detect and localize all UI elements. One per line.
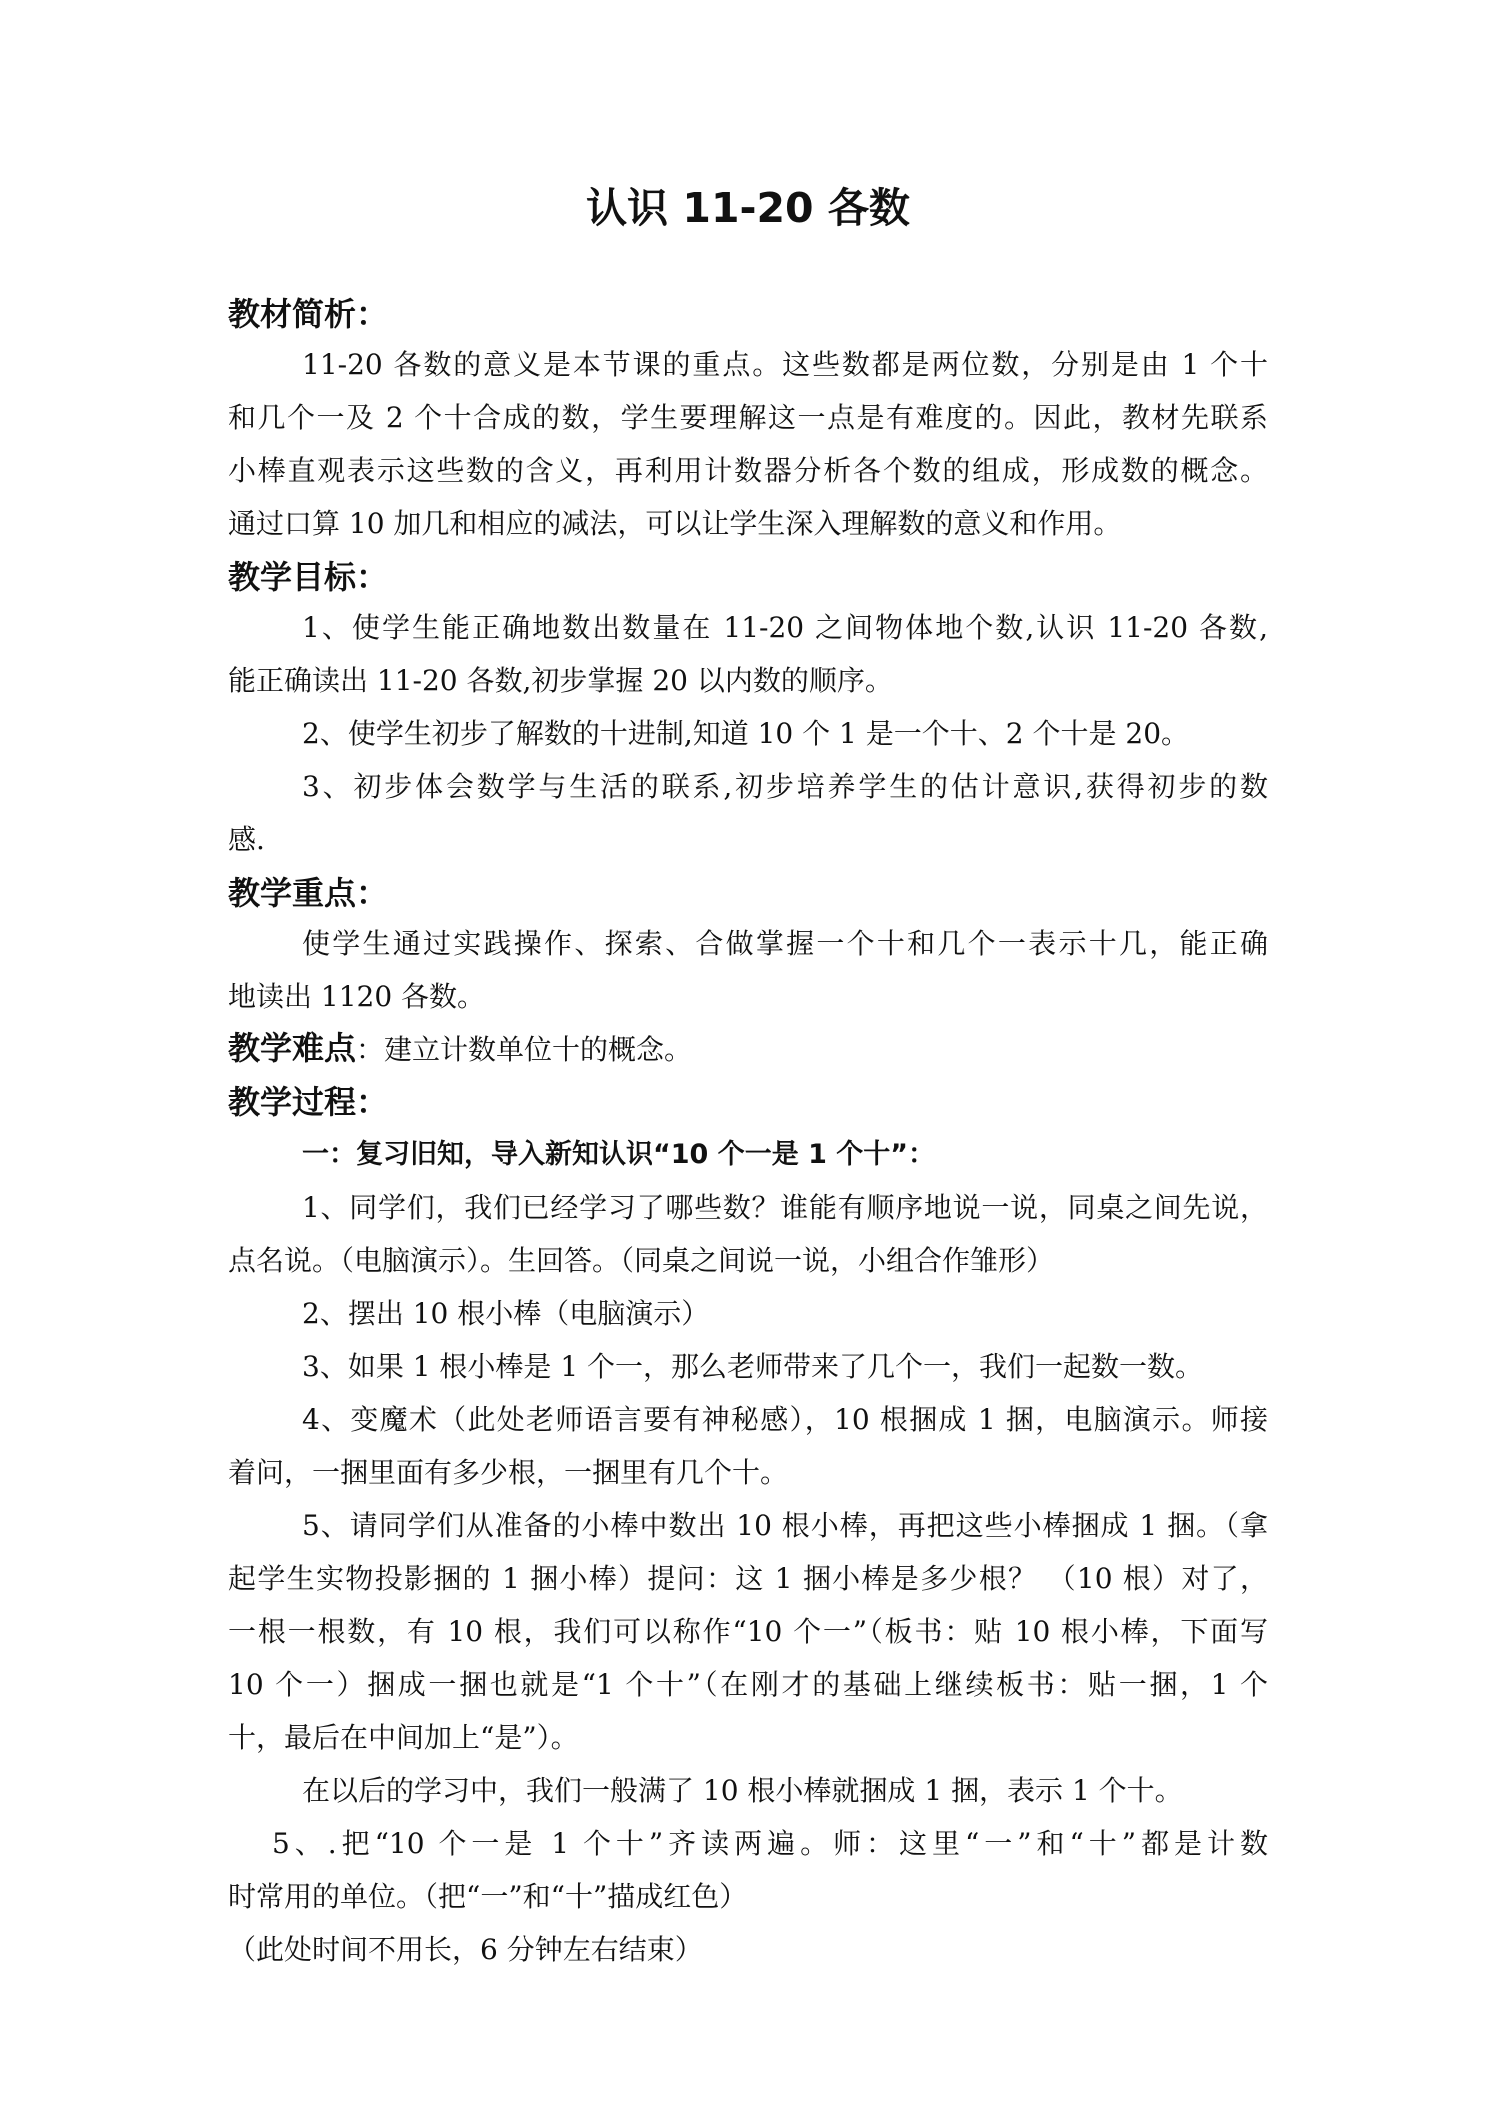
process-line-6: 着问，一捆里面有多少根，一捆里有几个十。 — [228, 1456, 789, 1489]
goals-line-5: 感. — [228, 823, 265, 856]
process-line-15: （此处时间不用长，6 分钟左右结束） — [228, 1933, 703, 1966]
process-line-4: 3、如果 1 根小棒是 1 个一，那么老师带来了几个一，我们一起数一数。 — [302, 1350, 1204, 1383]
process-line-2: 点名说。（电脑演示）。生回答。（同桌之间说一说，小组合作雏形） — [228, 1244, 1055, 1277]
heading-process: 教学过程： — [228, 1083, 389, 1121]
goals-line-1: 1、使学生能正确地数出数量在 11-20 之间物体地个数,认识 11-20 各数, — [302, 611, 1268, 644]
document-title: 认识 11-20 各数 — [586, 184, 910, 232]
difficulty-separator: ： — [356, 1033, 385, 1066]
process-line-5: 4、变魔术（此处老师语言要有神秘感），10 根捆成 1 捆，电脑演示。师接 — [302, 1403, 1268, 1436]
process-line-10: 10 个一）捆成一捆也就是“1 个十”（在刚才的基础上继续板书：贴一捆，1 个 — [228, 1668, 1268, 1701]
difficulty-row — [228, 1028, 1268, 1070]
goals-line-4: 3、初步体会数学与生活的联系,初步培养学生的估计意识,获得初步的数 — [302, 770, 1268, 803]
process-line-14: 时常用的单位。（把“一”和“十”描成红色） — [228, 1880, 748, 1913]
process-line-12: 在以后的学习中，我们一般满了 10 根小棒就捆成 1 捆，表示 1 个十。 — [302, 1774, 1183, 1807]
process-subheading: 一：复习旧知，导入新知认识“10 个一是 1 个十”： — [302, 1139, 936, 1170]
process-line-8: 起学生实物投影捆的 1 捆小棒）提问：这 1 捆小棒是多少根？ （10 根）对了， — [228, 1562, 1268, 1595]
materials-line-1: 11-20 各数的意义是本节课的重点。这些数都是两位数，分别是由 1 个十 — [302, 348, 1268, 381]
process-line-11: 十，最后在中间加上“是”）。 — [228, 1721, 579, 1754]
heading-materials: 教材简析： — [228, 295, 389, 333]
difficulty-text: 建立计数单位十的概念。 — [384, 1033, 693, 1066]
goals-line-3: 2、使学生初步了解数的十进制,知道 10 个 1 是一个十、2 个十是 20。 — [302, 717, 1190, 750]
materials-line-4: 通过口算 10 加几和相应的减法，可以让学生深入理解数的意义和作用。 — [228, 507, 1122, 540]
heading-key-points: 教学重点： — [228, 874, 389, 912]
materials-line-3: 小棒直观表示这些数的含义，再利用计数器分析各个数的组成，形成数的概念。 — [228, 454, 1268, 487]
process-line-13: 5、.把“10 个一是 1 个十”齐读两遍。师：这里“一”和“十”都是计数 — [272, 1827, 1268, 1860]
heading-goals: 教学目标： — [228, 558, 389, 596]
goals-line-2: 能正确读出 11-20 各数,初步掌握 20 以内数的顺序。 — [228, 664, 893, 697]
process-line-9: 一根一根数，有 10 根，我们可以称作“10 个一”（板书：贴 10 根小棒，下面写 — [228, 1615, 1268, 1648]
heading-difficulty: 教学难点 — [228, 1029, 357, 1067]
process-line-7: 5、请同学们从准备的小棒中数出 10 根小棒，再把这些小棒捆成 1 捆。（拿 — [302, 1509, 1268, 1542]
materials-line-2: 和几个一及 2 个十合成的数，学生要理解这一点是有难度的。因此，教材先联系 — [228, 401, 1268, 434]
process-line-3: 2、摆出 10 根小棒（电脑演示） — [302, 1297, 710, 1330]
key-line-1: 使学生通过实践操作、探索、合做掌握一个十和几个一表示十几，能正确 — [302, 927, 1268, 960]
process-line-1: 1、同学们，我们已经学习了哪些数？谁能有顺序地说一说，同桌之间先说， — [302, 1191, 1268, 1224]
key-line-2: 地读出 1120 各数。 — [228, 980, 486, 1013]
